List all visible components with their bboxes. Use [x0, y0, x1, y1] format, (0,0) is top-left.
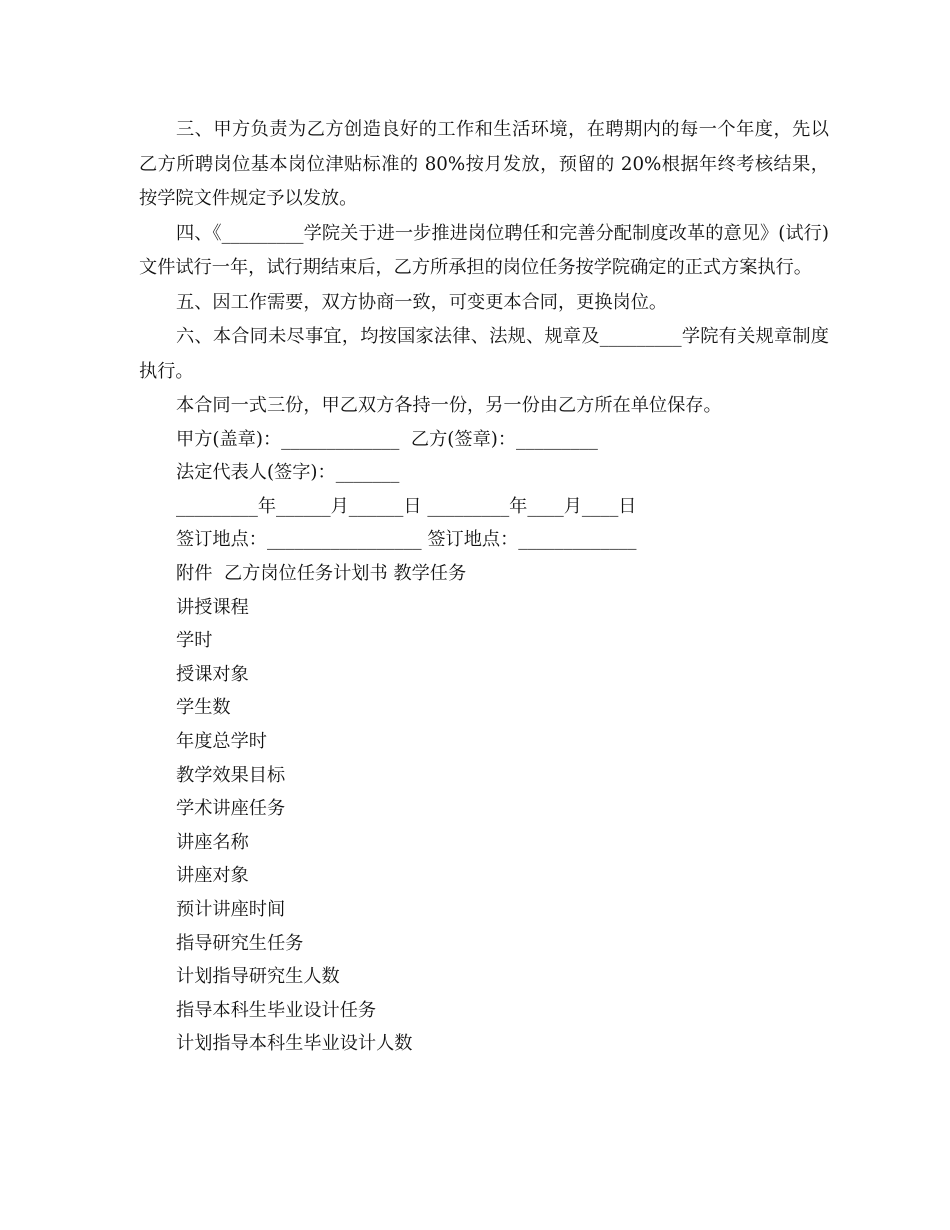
list-item: 学术讲座任务: [176, 798, 286, 820]
list-item: 指导研究生任务: [176, 932, 304, 954]
list-item: 计划指导本科生毕业设计人数: [176, 1033, 413, 1055]
list-item: 讲座名称: [176, 831, 249, 853]
list-item: 学生数: [176, 697, 231, 719]
list-item: 教学效果目标: [176, 764, 286, 786]
list-item: 讲授课程: [176, 596, 249, 618]
list-item: 讲座对象: [176, 865, 249, 887]
clause-5: 五、因工作需要，双方协商一致，可变更本合同，更换岗位。: [176, 291, 668, 313]
signing-location-line: 签订地点：_________________ 签订地点：_____________: [176, 529, 637, 551]
list-item: 年度总学时: [176, 730, 267, 752]
clause-3: 三、甲方负责为乙方创造良好的工作和生活环境，在聘期内的每一个年度，先以乙方所聘岗位基本岗位津贴标准的 80%按月发放，预留的 20%根据年终考核结果，按学院文件规定予以发放。: [139, 119, 829, 209]
copies-note: 本合同一式三份，甲乙双方各持一份，另一份由乙方所在单位保存。: [176, 395, 722, 416]
attachment-item-list: [139, 591, 829, 1061]
list-item: 学时: [176, 630, 213, 652]
date-line: _________年______月______日 _________年____月____日: [176, 495, 637, 517]
document-body: [139, 113, 829, 1061]
attachment-title: 附件 乙方岗位任务计划书 教学任务: [176, 562, 467, 584]
legal-representative-line: 法定代表人(签字)：_______: [176, 462, 400, 484]
list-item: 指导本科生毕业设计任务: [176, 999, 377, 1021]
list-item: 计划指导研究生人数: [176, 966, 340, 988]
list-item: 预计讲座时间: [176, 898, 286, 920]
party-signature-line: 甲方(盖章)：_____________ 乙方(签章)：_________: [176, 428, 598, 450]
list-item: 授课对象: [176, 663, 249, 685]
clause-6: 六、本合同未尽事宜，均按国家法律、法规、规章及_________学院有关规章制度执行。: [139, 326, 829, 382]
clause-4: 四、《_________学院关于进一步推进岗位聘任和完善分配制度改革的意见》(试行)文件试行一年，试行期结束后，乙方所承担的岗位任务按学院确定的正式方案执行。: [139, 222, 829, 278]
